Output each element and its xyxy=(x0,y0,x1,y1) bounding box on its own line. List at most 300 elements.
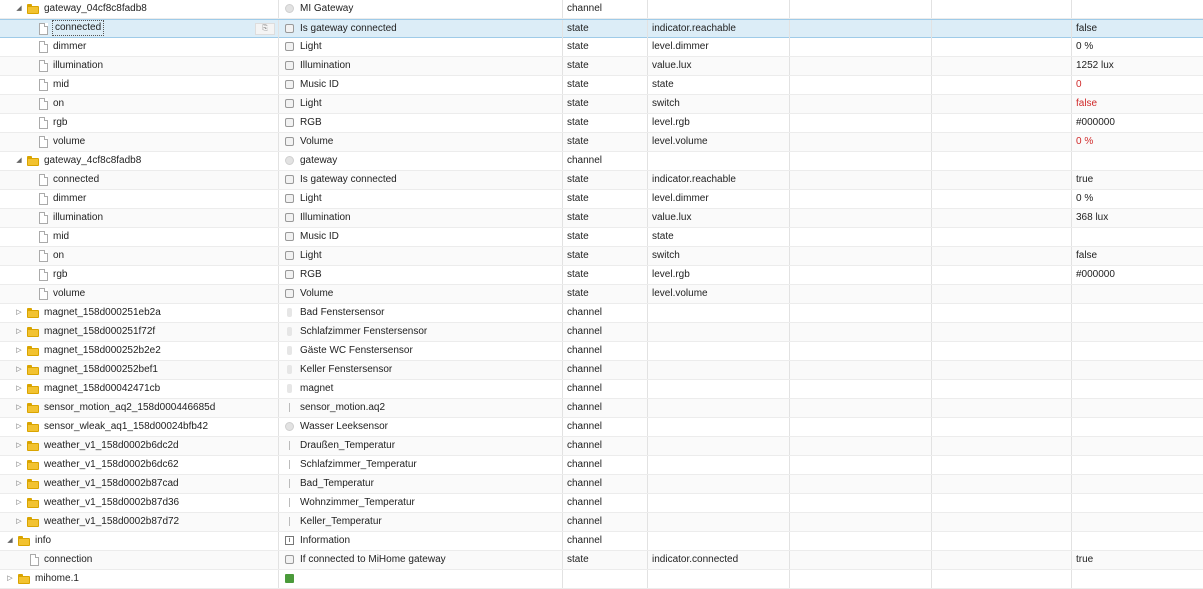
object-id[interactable]: weather_v1_158d0002b6dc62 xyxy=(44,459,179,470)
name-cell xyxy=(279,323,563,341)
object-id[interactable]: info xyxy=(35,535,52,546)
name-cell xyxy=(279,57,563,75)
folder-icon xyxy=(27,498,39,508)
object-name: Light xyxy=(300,250,322,261)
object-name: Music ID xyxy=(300,79,339,90)
object-id[interactable]: magnet_158d000251eb2a xyxy=(44,307,161,318)
tree-row[interactable] xyxy=(0,513,1203,532)
value-cell[interactable] xyxy=(1072,285,1203,303)
function-cell xyxy=(932,570,1072,588)
file-icon xyxy=(39,136,48,148)
object-id[interactable]: on xyxy=(53,250,65,261)
object-id[interactable]: weather_v1_158d0002b87cad xyxy=(44,478,179,489)
folder-icon xyxy=(27,460,39,470)
tree-row[interactable] xyxy=(0,152,1203,171)
expand-toggle-icon[interactable]: ▷ xyxy=(16,499,22,506)
tree-row[interactable] xyxy=(0,19,1203,38)
room-cell xyxy=(790,475,932,493)
role-cell: level.volume xyxy=(648,133,790,151)
value-cell[interactable] xyxy=(1072,570,1203,588)
object-id[interactable]: gateway_04cf8c8fadb8 xyxy=(44,3,147,14)
object-id[interactable]: illumination xyxy=(53,212,104,223)
id-cell xyxy=(0,304,279,322)
tree-row[interactable] xyxy=(0,380,1203,399)
object-name: Schlafzimmer Fenstersensor xyxy=(300,326,428,337)
folder-icon xyxy=(27,441,39,451)
room-cell xyxy=(790,437,932,455)
expand-toggle-icon[interactable]: ▷ xyxy=(7,575,13,582)
value-cell[interactable] xyxy=(1072,456,1203,474)
type-cell: channel xyxy=(563,380,648,398)
state-icon xyxy=(285,289,294,298)
type-cell: state xyxy=(563,76,648,94)
expand-toggle-icon[interactable]: ▷ xyxy=(16,347,22,354)
name-cell xyxy=(279,361,563,379)
object-id[interactable]: magnet_158d000252bef1 xyxy=(44,364,158,375)
function-cell xyxy=(932,285,1072,303)
tree-row[interactable] xyxy=(0,171,1203,190)
object-id[interactable]: magnet_158d000251f72f xyxy=(44,326,156,337)
role-cell: indicator.connected xyxy=(648,551,790,569)
file-icon xyxy=(39,269,48,281)
function-cell xyxy=(932,399,1072,417)
name-cell xyxy=(279,475,563,493)
sensor-bar-icon xyxy=(287,384,292,393)
type-cell: state xyxy=(563,266,648,284)
id-cell xyxy=(0,247,279,265)
room-cell xyxy=(790,399,932,417)
name-cell xyxy=(279,399,563,417)
type-cell: channel xyxy=(563,532,648,550)
type-cell: state xyxy=(563,95,648,113)
expand-toggle-icon[interactable]: ▷ xyxy=(16,480,22,487)
tree-row[interactable] xyxy=(0,95,1203,114)
function-cell xyxy=(932,323,1072,341)
object-name: Draußen_Temperatur xyxy=(300,440,396,451)
expand-toggle-icon[interactable]: ▷ xyxy=(16,385,22,392)
id-cell xyxy=(0,20,279,38)
tree-row[interactable] xyxy=(0,399,1203,418)
state-icon xyxy=(285,555,294,564)
type-cell: channel xyxy=(563,399,648,417)
tree-row[interactable] xyxy=(0,456,1203,475)
object-name: Keller Fenstersensor xyxy=(300,364,393,375)
room-cell xyxy=(790,38,932,56)
value-cell[interactable] xyxy=(1072,228,1203,246)
role-cell xyxy=(648,532,790,550)
role-cell xyxy=(648,475,790,493)
role-cell xyxy=(648,513,790,531)
role-cell xyxy=(648,304,790,322)
object-name: Light xyxy=(300,98,322,109)
object-name: sensor_motion.aq2 xyxy=(300,402,386,413)
thermometer-line-icon xyxy=(289,479,290,488)
value-cell[interactable] xyxy=(1072,437,1203,455)
object-id[interactable]: weather_v1_158d0002b87d72 xyxy=(44,516,180,527)
expand-toggle-icon[interactable]: ▷ xyxy=(16,442,22,449)
tree-row[interactable] xyxy=(0,76,1203,95)
folder-icon xyxy=(27,422,39,432)
room-cell xyxy=(790,114,932,132)
file-icon xyxy=(39,174,48,186)
folder-icon xyxy=(27,365,39,375)
object-id[interactable]: on xyxy=(53,98,65,109)
object-id[interactable]: rgb xyxy=(53,117,68,128)
id-cell xyxy=(0,171,279,189)
object-id[interactable]: mid xyxy=(53,79,70,90)
room-cell xyxy=(790,95,932,113)
id-cell xyxy=(0,114,279,132)
id-cell xyxy=(0,152,279,170)
object-name: If connected to MiHome gateway xyxy=(300,554,446,565)
role-cell xyxy=(648,323,790,341)
expand-toggle-icon[interactable]: ▷ xyxy=(16,461,22,468)
sensor-bar-icon xyxy=(287,365,292,374)
object-id[interactable]: dimmer xyxy=(53,41,87,52)
name-cell xyxy=(279,304,563,322)
file-icon xyxy=(30,554,39,566)
object-id[interactable]: magnet_158d00042471cb xyxy=(44,383,161,394)
tree-row[interactable] xyxy=(0,38,1203,57)
function-cell xyxy=(932,551,1072,569)
object-name: Light xyxy=(300,41,322,52)
tree-row[interactable] xyxy=(0,304,1203,323)
room-cell xyxy=(790,285,932,303)
folder-icon xyxy=(18,536,30,546)
object-name: Volume xyxy=(300,288,334,299)
role-cell xyxy=(648,342,790,360)
collapse-toggle-icon[interactable]: ◢ xyxy=(16,5,22,12)
room-cell xyxy=(790,190,932,208)
room-cell xyxy=(790,361,932,379)
type-cell: channel xyxy=(563,361,648,379)
id-cell xyxy=(0,0,279,18)
tree-row[interactable] xyxy=(0,57,1203,76)
id-cell xyxy=(0,361,279,379)
thermometer-line-icon xyxy=(289,403,290,412)
function-cell xyxy=(932,228,1072,246)
thermometer-line-icon xyxy=(289,517,290,526)
room-cell xyxy=(790,513,932,531)
role-cell xyxy=(648,570,790,588)
object-id[interactable]: mihome.1 xyxy=(35,573,79,584)
value-cell[interactable]: 0 % xyxy=(1076,193,1094,204)
value-cell[interactable] xyxy=(1072,399,1203,417)
role-cell: switch xyxy=(648,247,790,265)
object-name: MI Gateway xyxy=(300,3,354,14)
value-cell[interactable] xyxy=(1072,342,1203,360)
role-cell: indicator.reachable xyxy=(648,20,790,38)
expand-toggle-icon[interactable]: ▷ xyxy=(16,309,22,316)
tree-row[interactable] xyxy=(0,190,1203,209)
collapse-toggle-icon[interactable]: ◢ xyxy=(7,537,13,544)
file-icon xyxy=(39,98,48,110)
function-cell xyxy=(932,361,1072,379)
thermometer-line-icon xyxy=(289,441,290,450)
value-cell[interactable]: 0 % xyxy=(1076,136,1094,147)
type-cell: state xyxy=(563,551,648,569)
id-cell xyxy=(0,38,279,56)
folder-icon xyxy=(27,403,39,413)
tree-row[interactable] xyxy=(0,494,1203,513)
object-name: Music ID xyxy=(300,231,339,242)
folder-icon xyxy=(27,346,39,356)
value-cell[interactable]: 0 xyxy=(1076,79,1082,90)
value-cell[interactable] xyxy=(1072,361,1203,379)
role-cell xyxy=(648,456,790,474)
expand-toggle-icon[interactable]: ▷ xyxy=(16,366,22,373)
file-icon xyxy=(39,117,48,129)
function-cell xyxy=(932,152,1072,170)
tree-row[interactable] xyxy=(0,0,1203,19)
function-cell xyxy=(932,494,1072,512)
role-cell xyxy=(648,0,790,18)
room-cell xyxy=(790,0,932,18)
type-cell: state xyxy=(563,38,648,56)
tree-row[interactable] xyxy=(0,361,1203,380)
object-name: Volume xyxy=(300,136,334,147)
state-icon xyxy=(285,194,294,203)
object-name: Gäste WC Fenstersensor xyxy=(300,345,413,356)
folder-icon xyxy=(27,308,39,318)
object-name: RGB xyxy=(300,117,322,128)
state-icon xyxy=(285,270,294,279)
type-cell: state xyxy=(563,228,648,246)
file-icon xyxy=(39,231,48,243)
tree-row[interactable] xyxy=(0,342,1203,361)
object-id[interactable]: gateway_4cf8c8fadb8 xyxy=(44,155,142,166)
tree-row[interactable] xyxy=(0,247,1203,266)
id-cell xyxy=(0,437,279,455)
tree-row[interactable] xyxy=(0,532,1203,551)
tree-row[interactable] xyxy=(0,266,1203,285)
function-cell xyxy=(932,418,1072,436)
id-cell xyxy=(0,209,279,227)
type-cell: channel xyxy=(563,456,648,474)
role-cell: indicator.reachable xyxy=(648,171,790,189)
type-cell: state xyxy=(563,133,648,151)
role-cell: level.rgb xyxy=(648,114,790,132)
role-cell: level.volume xyxy=(648,285,790,303)
name-cell xyxy=(279,0,563,18)
room-cell xyxy=(790,342,932,360)
expand-toggle-icon[interactable]: ▷ xyxy=(16,518,22,525)
tree-row[interactable] xyxy=(0,323,1203,342)
id-cell xyxy=(0,323,279,341)
room-cell xyxy=(790,171,932,189)
type-cell: channel xyxy=(563,437,648,455)
room-cell xyxy=(790,494,932,512)
file-icon xyxy=(39,193,48,205)
id-cell xyxy=(0,266,279,284)
room-cell xyxy=(790,304,932,322)
value-cell[interactable] xyxy=(1072,475,1203,493)
id-cell xyxy=(0,76,279,94)
function-cell xyxy=(932,437,1072,455)
device-circle-icon xyxy=(285,156,294,165)
type-cell: channel xyxy=(563,304,648,322)
object-id[interactable]: dimmer xyxy=(53,193,87,204)
room-cell xyxy=(790,532,932,550)
object-id[interactable]: illumination xyxy=(53,60,104,71)
id-cell xyxy=(0,285,279,303)
collapse-toggle-icon[interactable]: ◢ xyxy=(16,157,22,164)
object-name: Is gateway connected xyxy=(300,23,397,34)
role-cell xyxy=(648,152,790,170)
value-cell[interactable]: true xyxy=(1076,174,1094,185)
id-cell xyxy=(0,570,279,588)
type-cell: channel xyxy=(563,513,648,531)
room-cell xyxy=(790,76,932,94)
folder-icon xyxy=(27,156,39,166)
object-id[interactable]: sensor_motion_aq2_158d000446685d xyxy=(44,402,216,413)
object-id[interactable]: rgb xyxy=(53,269,68,280)
file-icon xyxy=(39,60,48,72)
value-cell[interactable]: 1252 lux xyxy=(1076,60,1114,71)
id-cell xyxy=(0,513,279,531)
object-id[interactable]: connection xyxy=(44,554,93,565)
object-id[interactable]: connected xyxy=(55,22,102,33)
object-name: gateway xyxy=(300,155,338,166)
room-cell xyxy=(790,266,932,284)
value-cell[interactable]: #000000 xyxy=(1076,269,1115,280)
object-name: magnet xyxy=(300,383,334,394)
function-cell xyxy=(932,95,1072,113)
folder-icon xyxy=(27,384,39,394)
tree-row[interactable] xyxy=(0,418,1203,437)
value-cell[interactable]: 0 % xyxy=(1076,41,1094,52)
room-cell xyxy=(790,418,932,436)
object-id[interactable]: sensor_wleak_aq1_158d00024bfb42 xyxy=(44,421,209,432)
folder-icon xyxy=(27,4,39,14)
state-icon xyxy=(285,99,294,108)
value-cell[interactable] xyxy=(1072,513,1203,531)
state-icon xyxy=(285,42,294,51)
tree-row[interactable] xyxy=(0,228,1203,247)
object-id[interactable]: mid xyxy=(53,231,70,242)
object-id[interactable]: magnet_158d000252b2e2 xyxy=(44,345,161,356)
value-cell[interactable] xyxy=(1072,323,1203,341)
tree-row[interactable] xyxy=(0,209,1203,228)
room-cell xyxy=(790,228,932,246)
object-id[interactable]: weather_v1_158d0002b87d36 xyxy=(44,497,180,508)
tree-row[interactable] xyxy=(0,114,1203,133)
name-cell xyxy=(279,513,563,531)
id-cell xyxy=(0,456,279,474)
type-cell: state xyxy=(563,20,648,38)
device-circle-icon xyxy=(285,422,294,431)
expand-toggle-icon[interactable]: ▷ xyxy=(16,328,22,335)
id-cell xyxy=(0,190,279,208)
tree-row[interactable] xyxy=(0,551,1203,570)
file-icon xyxy=(39,41,48,53)
role-cell: switch xyxy=(648,95,790,113)
value-cell[interactable]: false xyxy=(1076,23,1098,34)
value-cell[interactable]: false xyxy=(1076,98,1098,109)
role-cell xyxy=(648,494,790,512)
function-cell xyxy=(932,380,1072,398)
info-icon: i xyxy=(285,536,294,545)
copy-icon[interactable]: ⎘ xyxy=(255,23,275,35)
role-cell xyxy=(648,418,790,436)
value-cell[interactable]: false xyxy=(1076,250,1098,261)
function-cell xyxy=(932,209,1072,227)
sensor-bar-icon xyxy=(287,327,292,336)
object-name: Wasser Leeksensor xyxy=(300,421,388,432)
id-cell xyxy=(0,475,279,493)
object-id[interactable]: connected xyxy=(53,174,100,185)
value-cell[interactable] xyxy=(1072,494,1203,512)
function-cell xyxy=(932,133,1072,151)
state-icon xyxy=(285,137,294,146)
name-cell xyxy=(279,152,563,170)
id-cell xyxy=(0,95,279,113)
type-cell: channel xyxy=(563,152,648,170)
function-cell xyxy=(932,171,1072,189)
expand-toggle-icon[interactable]: ▷ xyxy=(16,404,22,411)
function-cell xyxy=(932,266,1072,284)
id-cell xyxy=(0,551,279,569)
state-icon xyxy=(285,118,294,127)
tree-row[interactable] xyxy=(0,570,1203,589)
name-cell xyxy=(279,247,563,265)
tree-row[interactable] xyxy=(0,475,1203,494)
role-cell xyxy=(648,399,790,417)
role-cell: value.lux xyxy=(648,209,790,227)
value-cell[interactable] xyxy=(1072,0,1203,18)
thermometer-line-icon xyxy=(289,460,290,469)
expand-toggle-icon[interactable]: ▷ xyxy=(16,423,22,430)
value-cell[interactable] xyxy=(1072,152,1203,170)
value-cell[interactable] xyxy=(1072,380,1203,398)
name-cell xyxy=(279,38,563,56)
name-cell xyxy=(279,114,563,132)
function-cell xyxy=(932,0,1072,18)
role-cell xyxy=(648,380,790,398)
name-cell xyxy=(279,456,563,474)
tree-row[interactable] xyxy=(0,133,1203,152)
object-id[interactable]: volume xyxy=(53,136,86,147)
tree-row[interactable] xyxy=(0,437,1203,456)
id-cell xyxy=(0,133,279,151)
room-cell xyxy=(790,570,932,588)
room-cell xyxy=(790,247,932,265)
object-id[interactable]: volume xyxy=(53,288,86,299)
type-cell: channel xyxy=(563,475,648,493)
function-cell xyxy=(932,513,1072,531)
value-cell[interactable]: #000000 xyxy=(1076,117,1115,128)
type-cell: state xyxy=(563,190,648,208)
object-id[interactable]: weather_v1_158d0002b6dc2d xyxy=(44,440,179,451)
role-cell: level.dimmer xyxy=(648,190,790,208)
name-cell xyxy=(279,20,563,38)
tree-row[interactable] xyxy=(0,285,1203,304)
room-cell xyxy=(790,456,932,474)
value-cell[interactable] xyxy=(1072,532,1203,550)
object-name: Information xyxy=(300,535,351,546)
object-name: Light xyxy=(300,193,322,204)
file-icon xyxy=(39,288,48,300)
room-cell xyxy=(790,152,932,170)
value-cell[interactable]: true xyxy=(1076,554,1094,565)
folder-icon xyxy=(27,517,39,527)
value-cell[interactable] xyxy=(1072,418,1203,436)
value-cell[interactable]: 368 lux xyxy=(1076,212,1109,223)
type-cell: channel xyxy=(563,494,648,512)
room-cell xyxy=(790,551,932,569)
id-cell xyxy=(0,342,279,360)
value-cell[interactable] xyxy=(1072,304,1203,322)
